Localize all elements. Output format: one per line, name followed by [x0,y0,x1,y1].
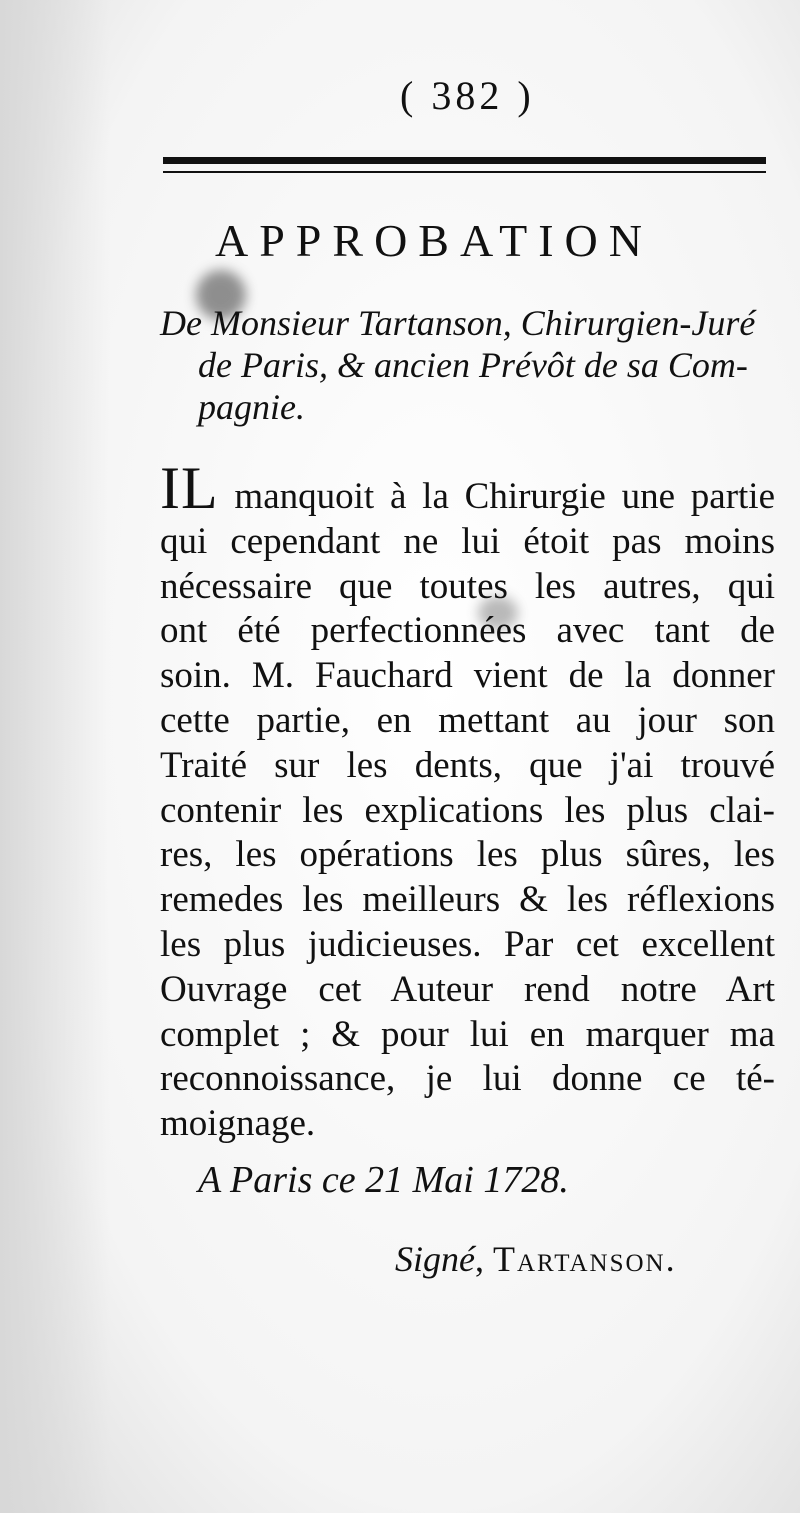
body-line: Traité sur les dents, que j'ai trouvé [160,744,775,786]
subtitle-line: de Paris, & ancien Prévôt de sa Com- [198,345,748,385]
drop-cap: IL [160,455,219,521]
header-rule-thick [163,157,766,164]
dateline: A Paris ce 21 Mai 1728. [198,1159,569,1201]
body-line: nécessaire que toutes les autres, qui [160,565,775,607]
body-line: qui cependant ne lui étoit pas moins [160,520,775,562]
body-line: soin. M. Fauchard vient de la donner [160,655,775,697]
body-line: res, les opérations les plus sûres, les [160,834,775,876]
signature-separator: , [474,1239,493,1279]
body-line: remedes les meilleurs & les réflexions [160,879,775,921]
body-line: contenir les explications les plus clai- [160,789,775,831]
body-line: ont été perfectionnées avec tant de [160,610,775,652]
subtitle-line: pagnie. [198,387,305,427]
body-line: reconnoissance, je lui donne ce té- [160,1058,775,1100]
body-line [160,455,775,521]
body-line-text: manquoit à la Chirurgie une partie [218,476,775,517]
header-rule-thin [163,171,766,173]
body-line: moignage. [160,1103,316,1145]
signature [395,1238,677,1280]
page-gutter-shadow [0,0,110,1513]
approbation-subtitle [160,302,780,428]
body-line: Ouvrage cet Auteur rend notre Art [160,968,775,1010]
subtitle-line: De Monsieur Tartanson, Chirurgien-Juré [160,303,756,343]
body-line: les plus judicieuses. Par cet excellent [160,923,775,965]
approbation-body [160,455,775,1147]
section-heading: APPROBATION [215,215,653,266]
body-line: complet ; & pour lui en marquer ma [160,1013,775,1055]
page-number: ( 382 ) [400,73,535,118]
signature-name: Tartanson. [492,1239,677,1279]
body-line: cette partie, en mettant au jour son [160,699,775,741]
signature-signe: Signé [395,1239,475,1279]
